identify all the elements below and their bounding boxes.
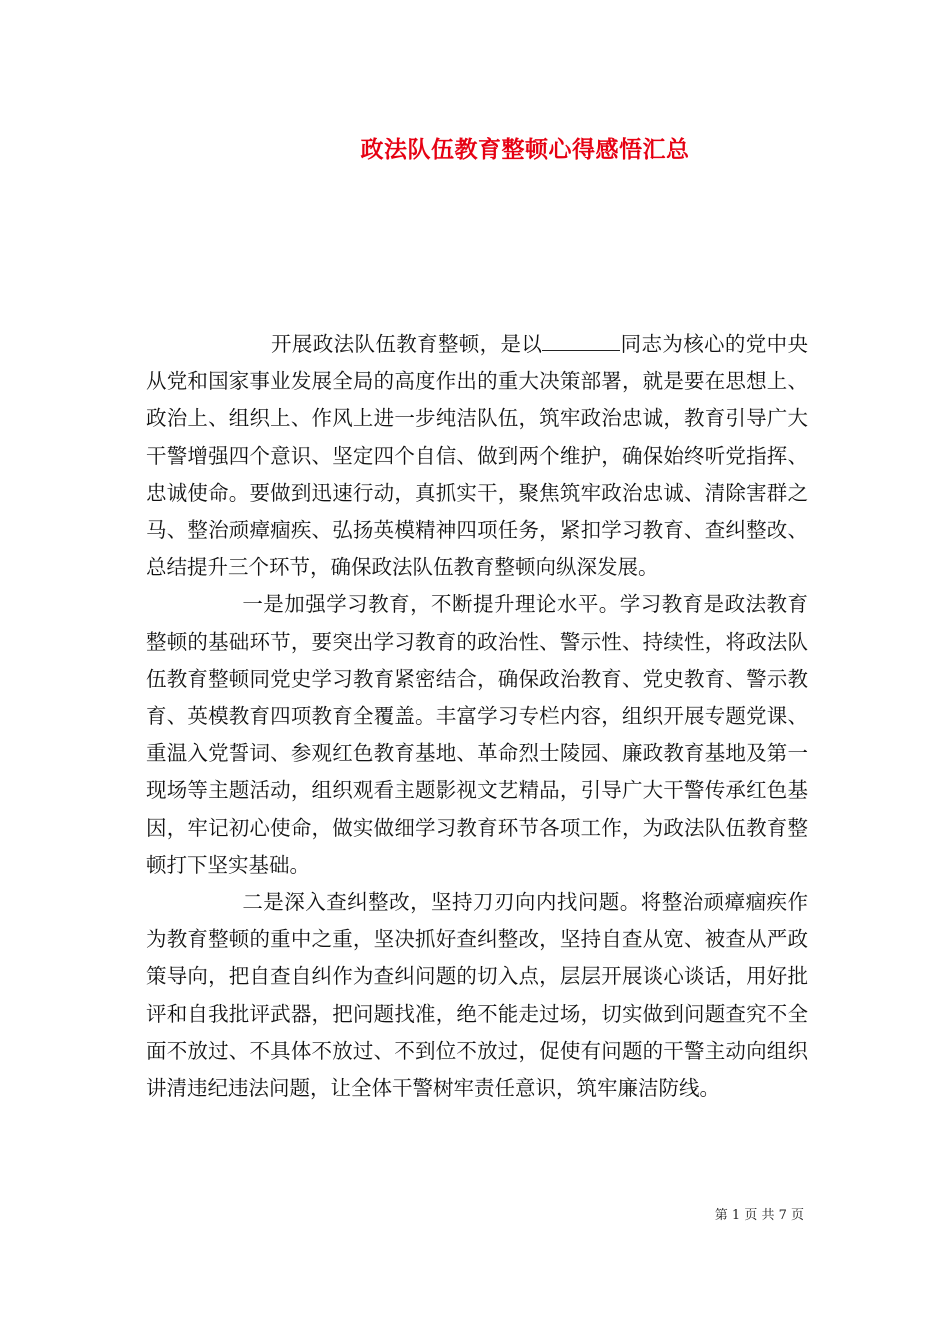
fill-in-blank (542, 332, 620, 351)
document-title: 政法队伍教育整顿心得感悟汇总 (360, 136, 690, 163)
paragraph-intro-rest: 同志为核心的党中央从党和国家事业发展全局的高度作出的重大决策部署，就是要在思想上、政治上、组织上、作风上进一步纯洁队伍，筑牢政治忠诚，教育引导广大干警增强四个意识、坚定四个自信、做到两个维护，确保始终听党指挥、忠诚使命。要做到迅速行动，真抓实干，聚焦筑牢政治忠诚、清除害群之马、整治顽瘴痼疾、弘扬英模精神四项任务，紧扣学习教育、查纠整改、总结提升三个环节，确保政法队伍教育整顿向纵深发展。 (146, 332, 809, 580)
document-body (146, 326, 808, 1107)
page-number-footer: 第 1 页 共 7 页 (714, 1208, 804, 1223)
paragraph-learning-education: 一是加强学习教育，不断提升理论水平。学习教育是政法教育整顿的基础环节，要突出学习教育的政治性、警示性、持续性，将政法队伍教育整顿同党史学习教育紧密结合，确保政治教育、党史教育、警示教育、英模教育四项教育全覆盖。丰富学习专栏内容，组织开展专题党课、重温入党誓词、参观红色教育基地、革命烈士陵园、廉政教育基地及第一现场等主题活动，组织观看主题影视文艺精品，引导广大干警传承红色基因，牢记初心使命，做实做细学习教育环节各项工作，为政法队伍教育整顿打下坚实基础。 (146, 592, 808, 877)
paragraph-intro (146, 326, 808, 586)
paragraph-intro-start: 开展政法队伍教育整顿，是以 (271, 332, 543, 356)
paragraph-rectification: 二是深入查纠整改，坚持刀刃向内找问题。将整治顽瘴痼疾作为教育整顿的重中之重，坚决抓好查纠整改，坚持自查从宽、被查从严政策导向，把自查自纠作为查纠问题的切入点，层层开展谈心谈话，用好批评和自我批评武器，把问题找准，绝不能走过场，切实做到问题查究不全面不放过、不具体不放过、不到位不放过，促使有问题的干警主动向组织讲清违纪违法问题，让全体干警树牢责任意识，筑牢廉洁防线。 (146, 890, 808, 1101)
